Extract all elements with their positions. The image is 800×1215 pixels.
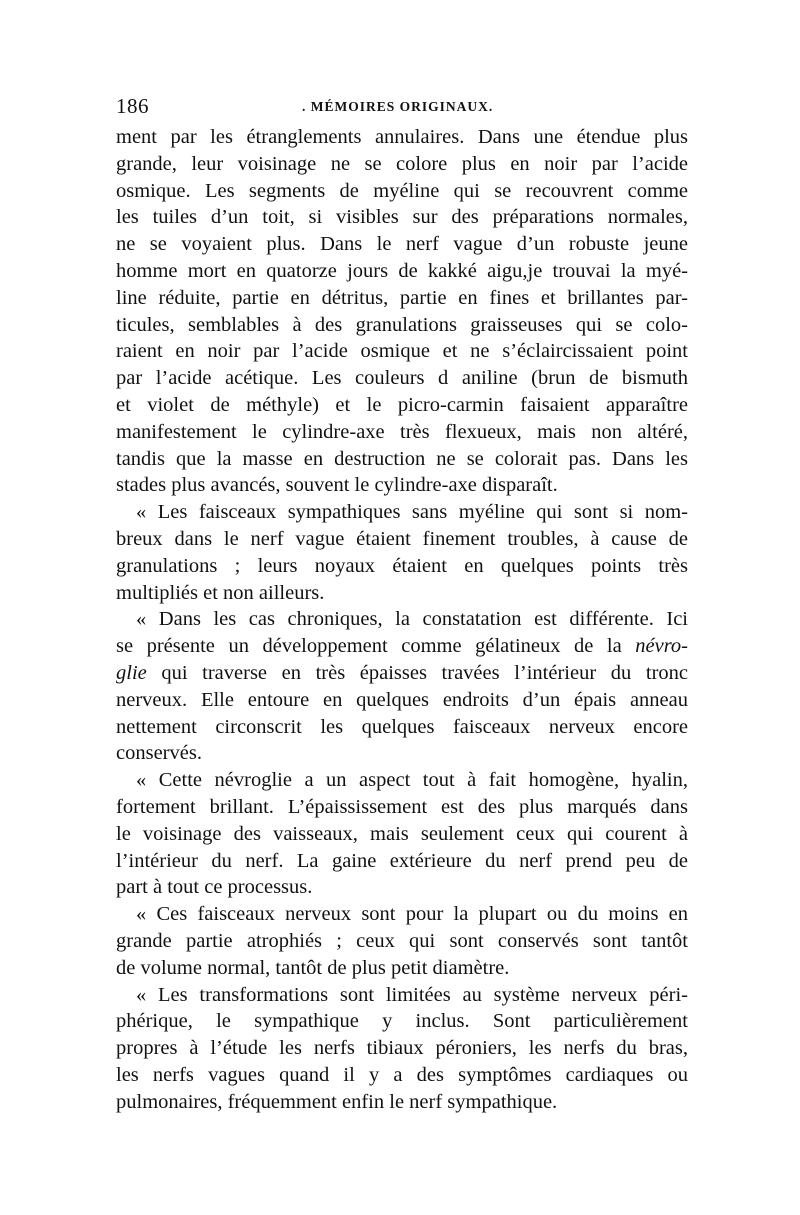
text-line: conservés. [116, 742, 202, 765]
paragraph [116, 606, 688, 767]
text-line: ticules, semblables à des granulations graisseuses qui se colo- [116, 313, 688, 336]
text-line: raient en noir par l’acide osmique et ne s’éclaircissaient point [116, 340, 688, 363]
paragraph [116, 901, 688, 981]
paragraph [116, 982, 688, 1116]
text-line: phérique, le sympathique y inclus. Sont particulièrement [116, 1010, 688, 1033]
text-line: pulmonaires, fréquemment enfin le nerf sympathique. [116, 1090, 558, 1113]
text-line: tandis que la masse en destruction ne se colorait pas. Dans les [116, 447, 688, 470]
text-line: les nerfs vagues quand il y a des symptômes cardiaques ou [116, 1063, 688, 1086]
text-line: l’intérieur du nerf. La gaine extérieure du nerf prend peu de [116, 849, 688, 872]
text-line: « Les faisceaux sympathiques sans myéline qui sont si nom- [136, 501, 688, 524]
text-line: grande partie atrophiés ; ceux qui sont conservés sont tantôt [116, 929, 688, 952]
text-line: « Les transformations sont limitées au système nerveux péri- [136, 983, 688, 1006]
text-line: les tuiles d’un toit, si visibles sur des préparations normales, [116, 206, 688, 229]
text-line [116, 660, 688, 687]
text-line: grande, leur voisinage ne se colore plus en noir par l’acide [116, 152, 688, 175]
text-line: et violet de méthyle) et le picro-carmin faisaient apparaître [116, 393, 688, 416]
text-line: « Ces faisceaux nerveux sont pour la plupart ou du moins en [136, 903, 688, 926]
text-line: osmique. Les segments de myéline qui se recouvrent comme [116, 179, 688, 202]
paragraph [116, 124, 688, 499]
text-line: de volume normal, tantôt de plus petit diamètre. [116, 956, 510, 979]
text-line: le voisinage des vaisseaux, mais seulement ceux qui courent à [116, 822, 688, 845]
text-line: homme mort en quatorze jours de kakké aigu,je trouvai la myé- [116, 259, 688, 282]
text-line: ment par les étranglements annulaires. Dans une étendue plus [116, 126, 688, 148]
text-segment: se présente un développement comme gélatineux de la [116, 635, 622, 658]
text-line: « Dans les cas chroniques, la constatation est différente. Ici [136, 608, 688, 631]
paragraph [116, 767, 688, 901]
text-line: nerveux. Elle entoure en quelques endroits d’un épais anneau [116, 688, 688, 711]
running-head: . MÉMOIRES ORIGINAUX. [302, 99, 494, 114]
text-line: ne se voyaient plus. Dans le nerf vague d’un robuste jeune [116, 233, 688, 256]
page-number: 186 [116, 94, 149, 118]
text-line: par l’acide acétique. Les couleurs d aniline (brun de bismuth [116, 367, 688, 390]
body-text [116, 124, 688, 1115]
text-segment: qui traverse en très épaisses travées l’intérieur du tronc [146, 661, 688, 684]
text-line: fortement brillant. L’épaississement est des plus marqués dans [116, 795, 688, 818]
text-line: breux dans le nerf vague étaient finement troubles, à cause de [116, 527, 688, 550]
text-line: multipliés et non ailleurs. [116, 581, 325, 604]
text-line: nettement circonscrit les quelques faisceaux nerveux encore [116, 715, 688, 738]
text-line: line réduite, partie en détritus, partie en fines et brillantes par- [116, 286, 688, 309]
paragraph [116, 499, 688, 606]
text-line: « Cette névroglie a un aspect tout à fait homogène, hyalin, [136, 769, 688, 792]
text-line: propres à l’étude les nerfs tibiaux péroniers, les nerfs du bras, [116, 1037, 688, 1060]
text-line: manifestement le cylindre-axe très flexueux, mais non altéré, [116, 420, 688, 443]
italic-term: névro- [621, 635, 688, 658]
text-line: part à tout ce processus. [116, 876, 313, 899]
text-line [116, 633, 688, 660]
italic-term: glie [116, 661, 147, 684]
text-line: granulations ; leurs noyaux étaient en quelques points très [116, 554, 688, 577]
page-header [116, 94, 686, 124]
text-line: stades plus avancés, souvent le cylindre-axe disparaît. [116, 474, 558, 497]
